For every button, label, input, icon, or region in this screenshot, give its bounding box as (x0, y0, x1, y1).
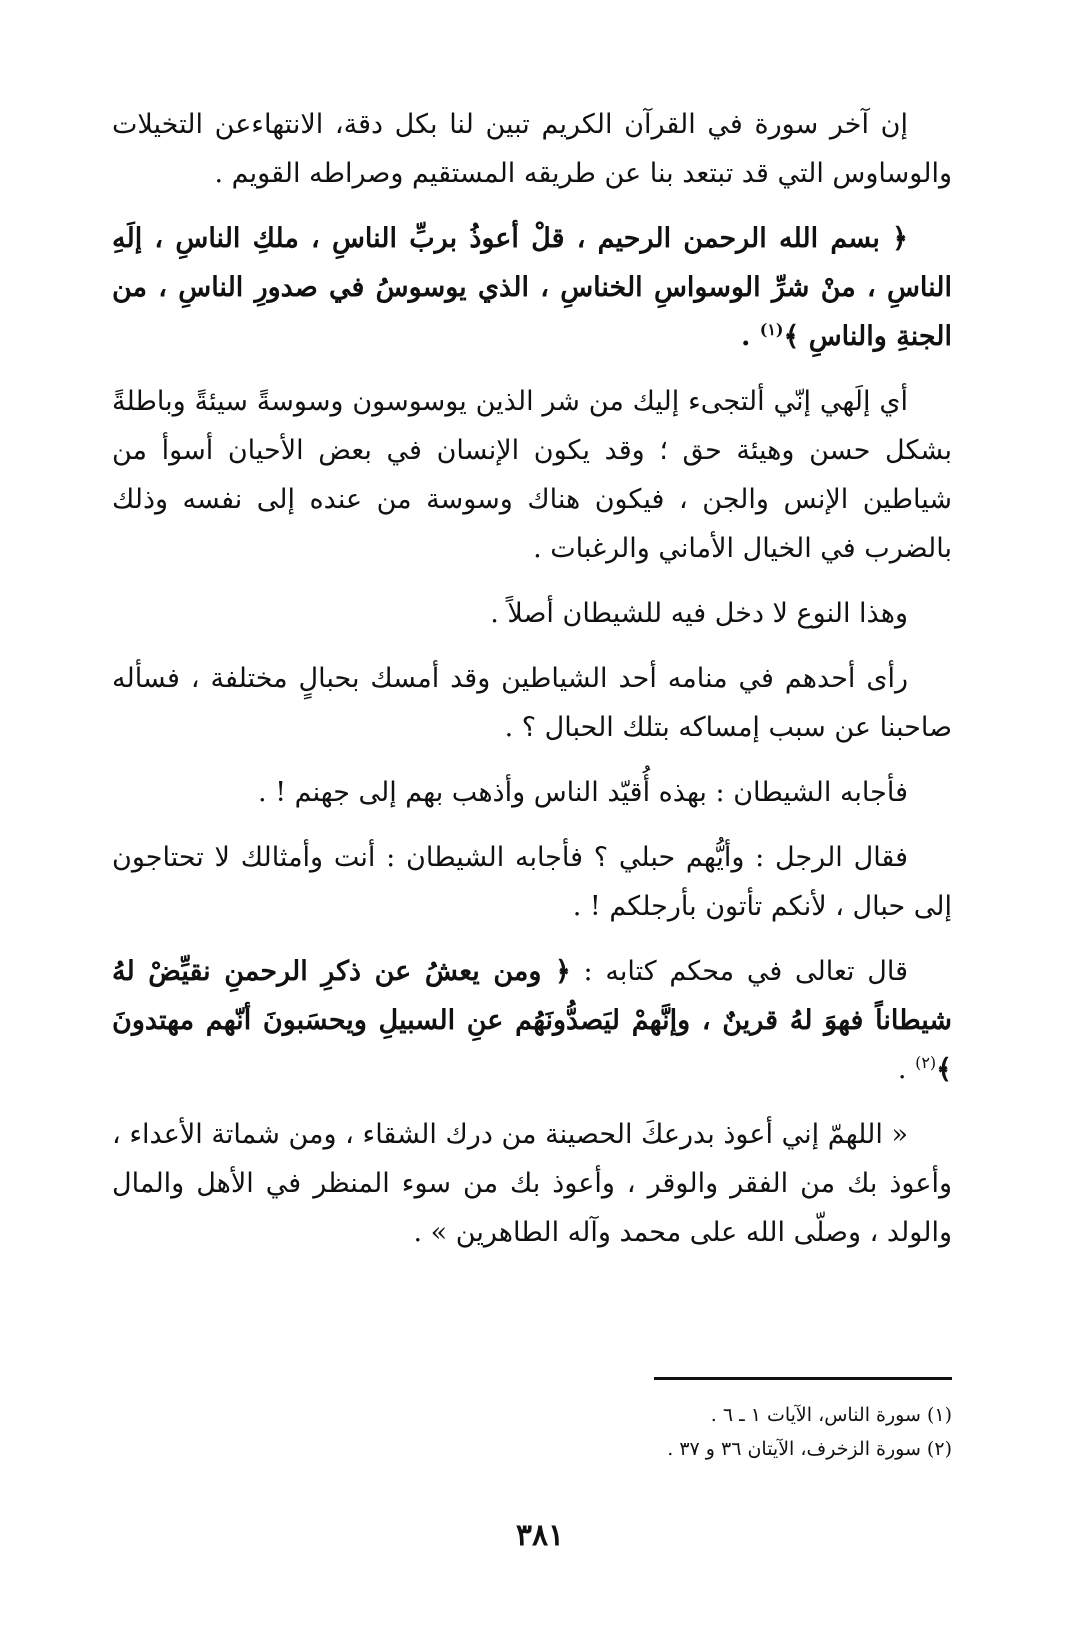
paragraph-text: وهذا النوع لا دخل فيه للشيطان أصلاً . (490, 598, 908, 629)
quran-quote: ﴿ ومن يعشُ عن ذكرِ الرحمنِ نقيِّضْ لهُ شيطاناً فهوَ لهُ قرينٌ ، وإنَّهمْ ليَصدُّونَهُم عنِ السبيلِ ويحسَبونَ أنّهم مهتدونَ ﴾ (112, 956, 952, 1085)
paragraph-dream-story (112, 654, 952, 752)
paragraph-text: أي إلَهي إنّي ألتجىء إليك من شر الذين يوسوسون وسوسةً سيئةً وباطلةً بشكل حسن وهيئة حق ؛ وقد يكون الإنسان في بعض الأحيان أسوأ من شياطين الإنس والجن ، فيكون هناك وسوسة من عنده إلى نفسه وذلك بالضرب في الخيال الأماني والرغبات . (112, 386, 952, 564)
quran-quote: ﴿ بسم الله الرحمن الرحيم ، قلْ أعوذُ بربِّ الناسِ ، ملكِ الناسِ ، إلَهِ الناسِ ، منْ شرِّ الوسواسِ الخناسِ ، الذي يوسوسُ في صدورِ الناسِ ، من الجنةِ والناسِ ﴾ (112, 223, 952, 352)
paragraph-intro (112, 100, 952, 198)
footnote-marker: (٢) (915, 1053, 937, 1072)
paragraph-text: رأى أحدهم في منامه أحد الشياطين وقد أمسك بحبالٍ مختلفة ، فسأله صاحبنا عن سبب إمساكه بتلك الحبال ؟ . (112, 663, 952, 743)
paragraph-supplication (112, 1110, 952, 1257)
footnote-1: (١) سورة الناس، الآيات ١ ـ ٦ . (710, 1404, 952, 1426)
footnotes (352, 1398, 952, 1466)
page-number: ٣٨١ (515, 1518, 565, 1553)
footnote-divider (654, 1377, 952, 1380)
paragraph-text: فقال الرجل : وأيُّهم حبلي ؟ فأجابه الشيطان : أنت وأمثالك لا تحتاجون إلى حبال ، لأنكم تأتون بأرجلكم ! . (112, 842, 952, 922)
paragraph-text: فأجابه الشيطان : بهذه أُقيّد الناس وأذهب بهم إلى جهنم ! . (258, 777, 908, 808)
paragraph-man-question (112, 833, 952, 931)
paragraph-zukhruf-quote (112, 947, 952, 1094)
paragraph-text: إن آخر سورة في القرآن الكريم تبين لنا بكل دقة، الانتهاءعن التخيلات والوساوس التي قد تبتعد بنا عن طريقه المستقيم وصراطه القويم . (112, 109, 952, 189)
paragraph-lead: قال تعالى في محكم كتابه : (570, 956, 908, 987)
paragraph-surah-nas-quote (112, 214, 952, 361)
footnote-2: (٢) سورة الزخرف، الآيتان ٣٦ و ٣٧ . (667, 1438, 952, 1460)
paragraph-tail: . (740, 321, 760, 352)
paragraph-satan-answer (112, 768, 952, 817)
paragraph-explanation (112, 377, 952, 573)
paragraph-tail: . (897, 1054, 916, 1085)
footnote-marker: (١) (759, 320, 784, 339)
paragraph-text: « اللهمّ إني أعوذ بدرعكَ الحصينة من درك الشقاء ، ومن شماتة الأعداء ، وأعوذ بك من الفقر والوقر ، وأعوذ بك من سوء المنظر في الأهل والمال والولد ، وصلّى الله على محمد وآله الطاهرين » . (112, 1119, 952, 1248)
paragraph-note (112, 589, 952, 638)
main-text (112, 100, 952, 1273)
